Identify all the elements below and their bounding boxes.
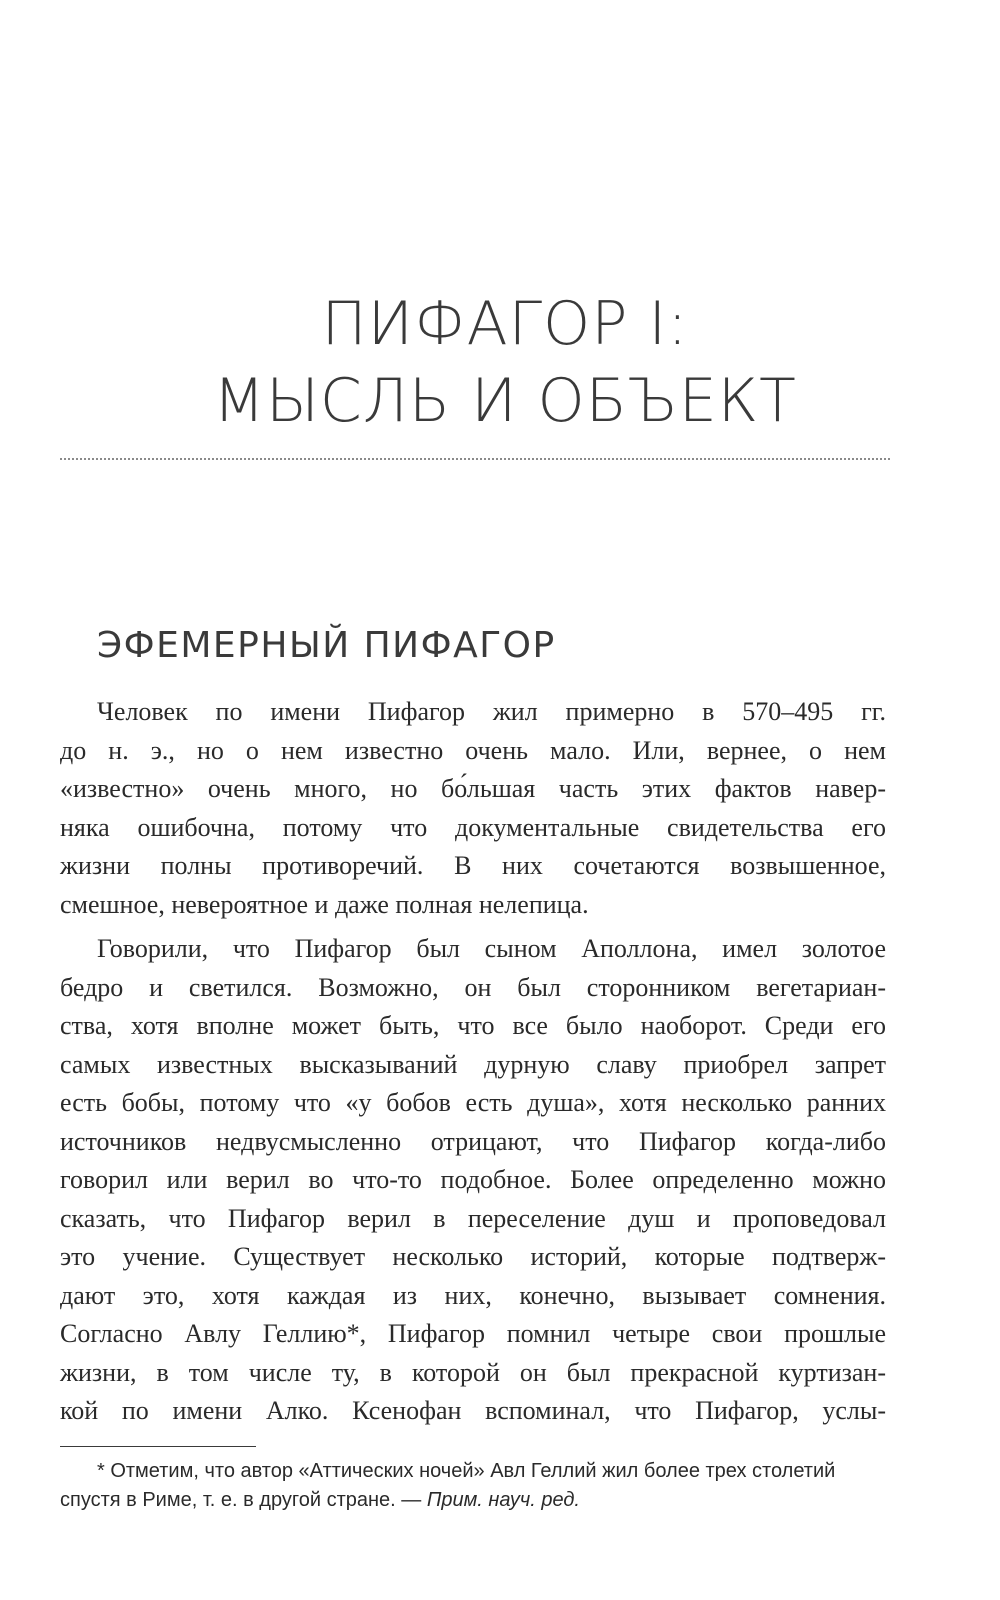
footnote-separator [60, 1446, 256, 1447]
body-text [60, 693, 886, 1431]
chapter-title-line-2: МЫСЛЬ И ОБЪЕКТ [213, 366, 797, 436]
text-line: Говорили, что Пифагор был сыном Аполлона, имел золотое [97, 934, 886, 963]
footnote-text: спустя в Риме, т. е. в другой стране. — [60, 1489, 427, 1511]
text-line: самых известных высказываний дурную славу приобрел запрет [60, 1049, 886, 1079]
footnote-line: * Отметим, что автор «Аттических ночей» Авл Геллий жил более трех столетий [97, 1460, 836, 1482]
dotted-divider [60, 458, 890, 460]
chapter-title [60, 286, 950, 440]
text-line: это учение. Существует несколько историй, которые подтверж- [60, 1242, 886, 1271]
paragraph-1 [60, 693, 886, 924]
text-line: дают это, хотя каждая из них, конечно, вызывает сомнения. [60, 1280, 886, 1310]
paragraph-2 [60, 930, 886, 1431]
editor-note: Прим. науч. ред. [426, 1489, 580, 1511]
footnote-line [60, 1486, 886, 1515]
chapter-title-line-1: ПИФАГОР I: [321, 289, 689, 359]
text-line: кой по имени Алко. Ксенофан вспоминал, что Пифагор, услы- [60, 1396, 886, 1425]
text-line: няка ошибочна, потому что документальные свидетельства его [60, 812, 886, 842]
text-line: «известно» очень много, но бо́льшая часть этих фактов навер- [60, 774, 886, 803]
text-line: источников недвусмысленно отрицают, что Пифагор когда-либо [60, 1126, 886, 1156]
section-title: ЭФЕМЕРНЫЙ ПИФАГОР [97, 625, 556, 666]
text-line: смешное, невероятное и даже полная нелепица. [60, 889, 589, 919]
text-line: есть бобы, потому что «у бобов есть душа», хотя несколько ранних [60, 1088, 886, 1117]
text-line: Человек по имени Пифагор жил примерно в 570–495 гг. [97, 697, 886, 726]
text-line: до н. э., но о нем известно очень мало. Или, вернее, о нем [60, 735, 886, 765]
text-line: Согласно Авлу Геллию*, Пифагор помнил четыре свои прошлые [60, 1319, 886, 1348]
text-line: сказать, что Пифагор верил в переселение душ и проповедовал [60, 1203, 886, 1233]
text-line: жизни полны противоречий. В них сочетаются возвышенное, [60, 851, 886, 880]
footnote [60, 1457, 886, 1515]
text-line: ства, хотя вполне может быть, что все было наоборот. Среди его [60, 1011, 886, 1040]
text-line: бедро и светился. Возможно, он был сторонником вегетариан- [60, 972, 886, 1002]
text-line: жизни, в том числе ту, в которой он был прекрасной куртизан- [60, 1357, 886, 1387]
text-line: говорил или верил во что-то подобное. Более определенно можно [60, 1165, 886, 1194]
